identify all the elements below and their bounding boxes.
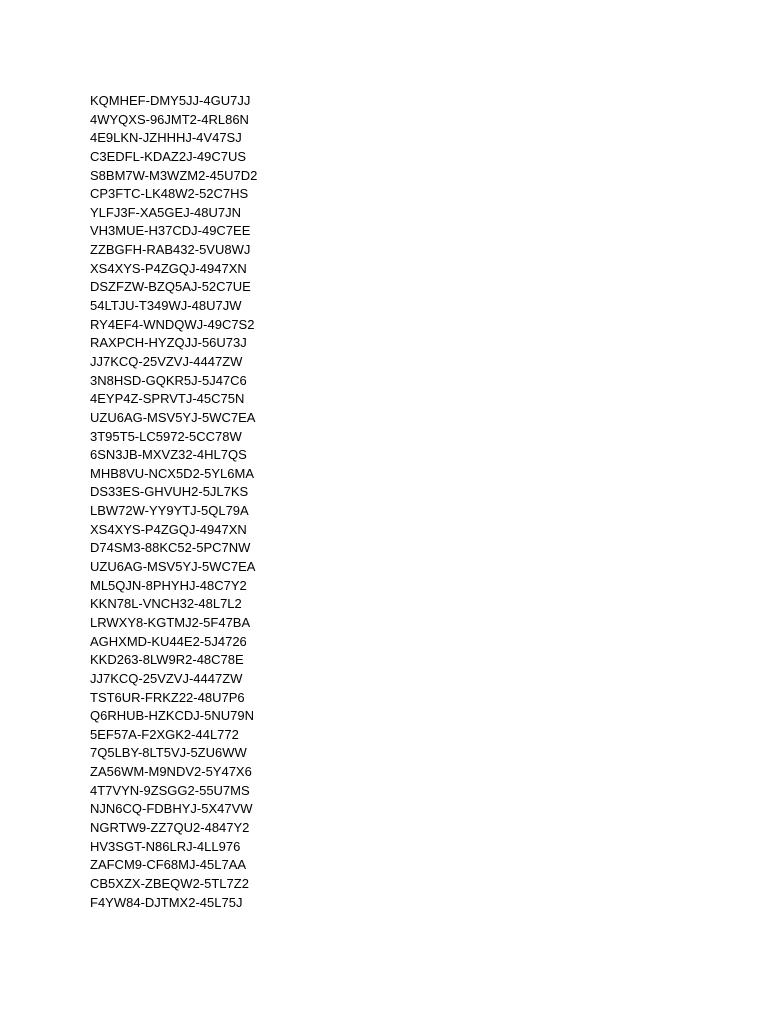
code-line: D74SM3-88KC52-5PC7NW — [90, 540, 251, 556]
code-line: 5EF57A-F2XGK2-44L772 — [90, 726, 239, 742]
code-line: CP3FTC-LK48W2-52C7HS — [90, 186, 249, 202]
code-list — [90, 92, 257, 912]
code-line: F4YW84-DJTMX2-45L75J — [90, 894, 243, 910]
code-line: VH3MUE-H37CDJ-49C7EE — [90, 223, 251, 239]
code-line: XS4XYS-P4ZGQJ-4947XN — [90, 260, 247, 276]
code-line: DS33ES-GHVUH2-5JL7KS — [90, 484, 249, 500]
code-line: JJ7KCQ-25VZVJ-4447ZW — [90, 353, 243, 369]
code-line: KKD263-8LW9R2-48C78E — [90, 652, 244, 668]
code-line: C3EDFL-KDAZ2J-49C7US — [90, 148, 247, 164]
code-line: ML5QJN-8PHYHJ-48C7Y2 — [90, 577, 247, 593]
code-line: KKN78L-VNCH32-48L7L2 — [90, 596, 242, 612]
code-line: 7Q5LBY-8LT5VJ-5ZU6WW — [90, 745, 247, 761]
code-line: ZAFCM9-CF68MJ-45L7AA — [90, 857, 247, 873]
code-line: RY4EF4-WNDQWJ-49C7S2 — [90, 316, 255, 332]
code-line: ZA56WM-M9NDV2-5Y47X6 — [90, 764, 252, 780]
code-line: JJ7KCQ-25VZVJ-4447ZW — [90, 670, 243, 686]
code-line: CB5XZX-ZBEQW2-5TL7Z2 — [90, 875, 249, 891]
code-line: 4T7VYN-9ZSGG2-55U7MS — [90, 782, 250, 798]
code-line: LBW72W-YY9YTJ-5QL79A — [90, 503, 249, 519]
code-line: UZU6AG-MSV5YJ-5WC7EA — [90, 409, 256, 425]
code-line: NGRTW9-ZZ7QU2-4847Y2 — [90, 819, 250, 835]
code-line: AGHXMD-KU44E2-5J4726 — [90, 633, 247, 649]
code-line: 3T95T5-LC5972-5CC78W — [90, 428, 242, 444]
code-line: 4EYP4Z-SPRVTJ-45C75N — [90, 391, 245, 407]
code-line: RAXPCH-HYZQJJ-56U73J — [90, 335, 247, 351]
code-line: NJN6CQ-FDBHYJ-5X47VW — [90, 801, 253, 817]
code-line: KQMHEF-DMY5JJ-4GU7JJ — [90, 93, 251, 108]
code-line: UZU6AG-MSV5YJ-5WC7EA — [90, 559, 256, 575]
code-line: 4E9LKN-JZHHHJ-4V47SJ — [90, 130, 242, 146]
code-line: DSZFZW-BZQ5AJ-52C7UE — [90, 279, 251, 295]
code-line: TST6UR-FRKZ22-48U7P6 — [90, 689, 245, 705]
code-line: S8BM7W-M3WZM2-45U7D2 — [90, 167, 258, 183]
code-line: 6SN3JB-MXVZ32-4HL7QS — [90, 447, 247, 463]
code-line: ZZBGFH-RAB432-5VU8WJ — [90, 242, 251, 258]
code-line: HV3SGT-N86LRJ-4LL976 — [90, 838, 241, 854]
code-line: 4WYQXS-96JMT2-4RL86N — [90, 111, 249, 127]
code-line: 3N8HSD-GQKR5J-5J47C6 — [90, 372, 247, 388]
code-line: YLFJ3F-XA5GEJ-48U7JN — [90, 204, 241, 220]
code-line: LRWXY8-KGTMJ2-5F47BA — [90, 614, 251, 630]
code-line: XS4XYS-P4ZGQJ-4947XN — [90, 521, 247, 537]
code-line: Q6RHUB-HZKCDJ-5NU79N — [90, 708, 254, 724]
code-line: 54LTJU-T349WJ-48U7JW — [90, 298, 242, 314]
code-line: MHB8VU-NCX5D2-5YL6MA — [90, 465, 254, 481]
